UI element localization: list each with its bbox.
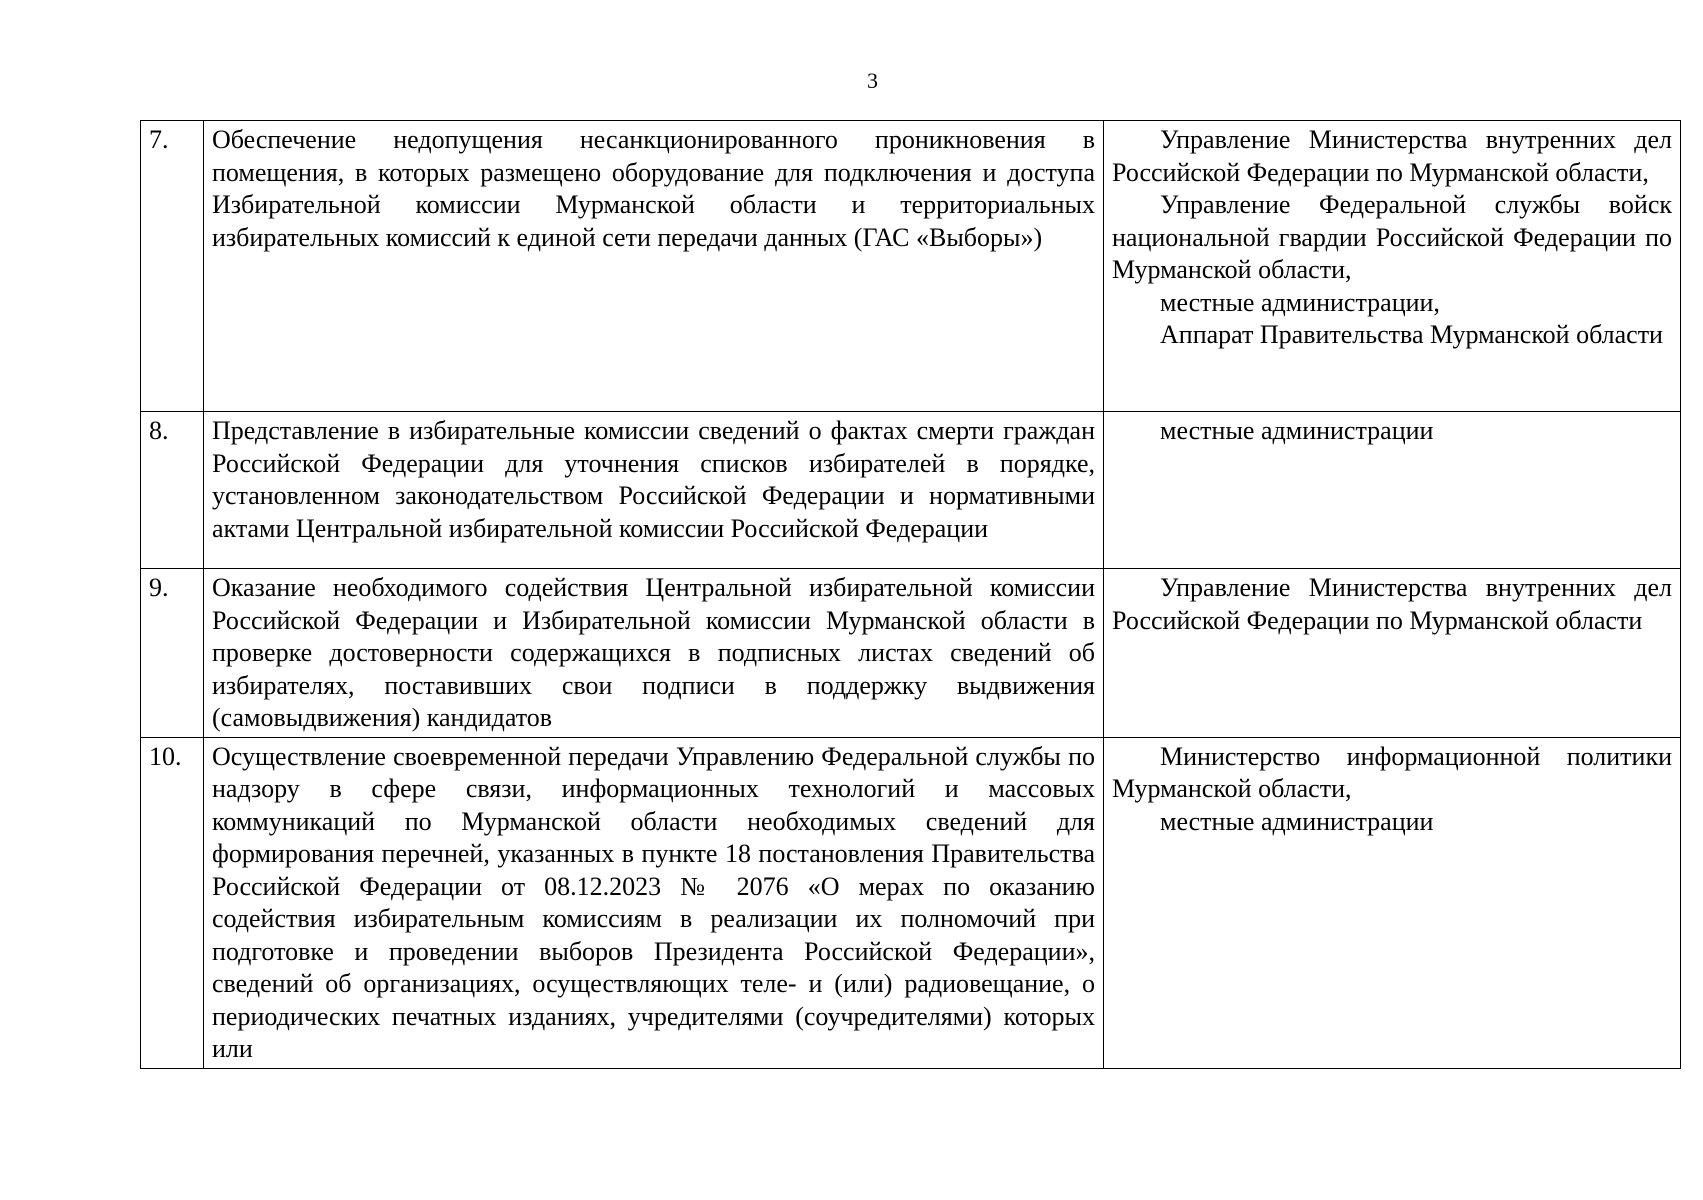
executor-item: местные администрации	[1160, 806, 1434, 836]
executors-cell	[1104, 737, 1681, 1068]
executor-item: Управление Федеральной службы войск национальной гвардии Российской Федерации по Мурманской области,	[1112, 190, 1672, 284]
measure-text: Оказание необходимого содействия Центральной избирательной комиссии Российской Федерации и Избирательной комиссии Мурманской области в проверке достоверности содержащихся в подписных листах сведений об избирателях, поставивших свои подписи в поддержку выдвижения (самовыдвижения) кандидатов	[204, 569, 1104, 738]
executors-cell	[1104, 121, 1681, 412]
row-number: 9.	[141, 569, 204, 738]
executor-item: Управление Министерства внутренних дел Российской Федерации по Мурманской области	[1112, 573, 1672, 635]
executors-cell	[1104, 412, 1681, 569]
measures-table	[140, 120, 1681, 1069]
table-row	[141, 569, 1681, 738]
row-number: 10.	[141, 737, 204, 1068]
executors-cell	[1104, 569, 1681, 738]
measure-text: Осуществление своевременной передачи Управлению Федеральной службы по надзору в сфере связи, информационных технологий и массовых коммуникаций по Мурманской области необходимых сведений для формирования перечней, указанных в пункте 18 постановления Правительства Российской Федерации от 08.12.2023 № 2076 «О мерах по оказанию содействия избирательным комиссиям в реализации их полномочий при подготовке и проведении выборов Президента Российской Федерации», сведений об организациях, осуществляющих теле- и (или) радиовещание, о периодических печатных изданиях, учредителями (соучредителями) которых или	[204, 737, 1104, 1068]
table-row	[141, 121, 1681, 412]
executor-item: Управление Министерства внутренних дел Российской Федерации по Мурманской области,	[1112, 125, 1672, 187]
table-row	[141, 412, 1681, 569]
table-row	[141, 737, 1681, 1068]
row-number: 7.	[141, 121, 204, 412]
executor-item: местные администрации	[1160, 416, 1434, 445]
executor-item: местные администрации,	[1160, 287, 1440, 317]
measure-text: Обеспечение недопущения несанкционированного проникновения в помещения, в которых размещено оборудование для подключения и доступа Избирательной комиссии Мурманской области и территориальных избирательных комиссий к единой сети передачи данных (ГАС «Выборы»)	[204, 121, 1104, 412]
executor-item: Министерство информационной политики Мурманской области,	[1112, 741, 1672, 803]
executor-item: Аппарат Правительства Мурманской области	[1160, 320, 1663, 349]
measure-text: Представление в избирательные комиссии сведений о фактах смерти граждан Российской Федерации для уточнения списков избирателей в порядке, установленном законодательством Российской Федерации и нормативными актами Центральной избирательной комиссии Российской Федерации	[204, 412, 1104, 569]
row-number: 8.	[141, 412, 204, 569]
page-number: 3	[867, 68, 878, 93]
